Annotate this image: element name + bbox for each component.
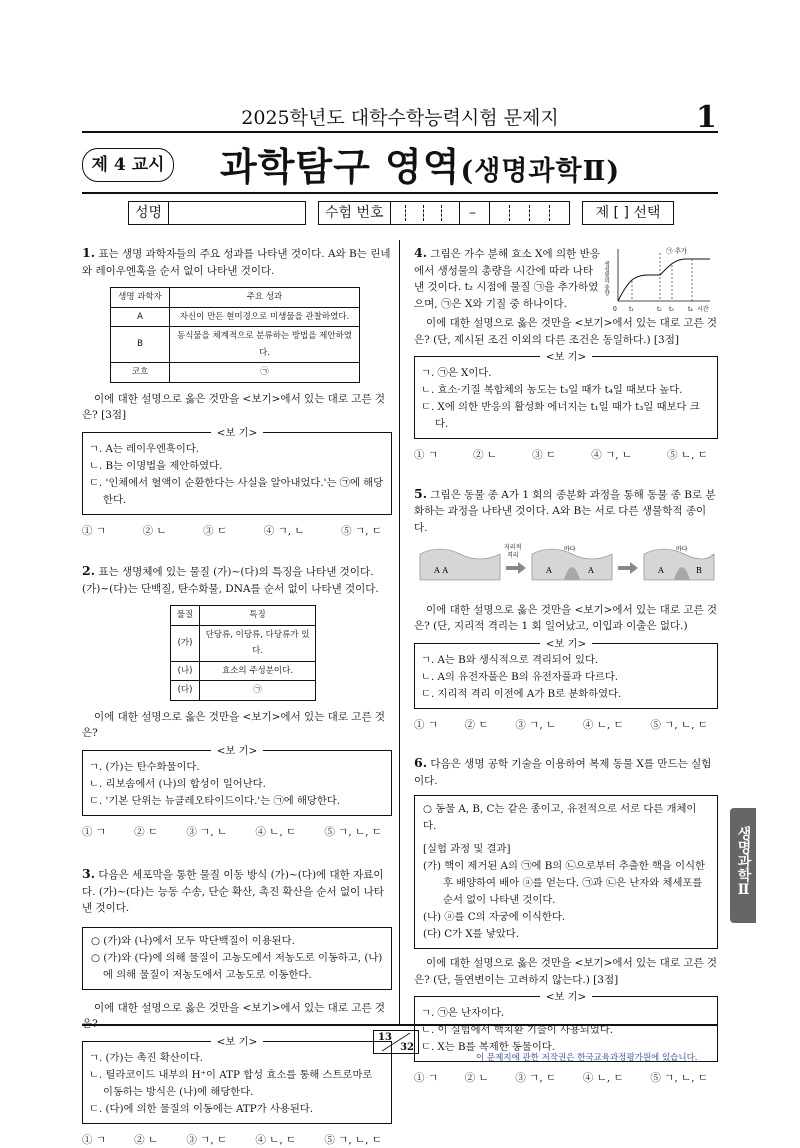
bogi-label: <보 기> [540, 991, 592, 1003]
choice-2[interactable]: ② ㄴ [134, 1132, 158, 1148]
box-title: [실험 과정 및 결과] [423, 841, 709, 858]
subject-sub: (생명과학Ⅱ) [460, 156, 620, 187]
bogi-item: ㄱ. A는 레이우엔훅이다. [89, 441, 385, 458]
tick-label: t₂ [657, 306, 662, 313]
bogi-item: ㄴ. 리보솜에서 (나)의 합성이 일어난다. [89, 776, 385, 793]
q2-stem [82, 563, 392, 597]
q3-number: 3. [82, 866, 95, 881]
selection-box[interactable]: 제 [ ] 선택 [582, 201, 674, 225]
choice-4[interactable]: ④ ㄱ, ㄴ [264, 523, 305, 540]
bogi-item: ㄴ. 틸라코이드 내부의 H⁺이 ATP 합성 효소를 통해 스트로마로 이동하는 방식은 (나)에 해당한다. [89, 1067, 385, 1101]
sea-label-2: 바다 [676, 545, 688, 553]
q5-choices [414, 717, 718, 734]
add-label: ㉠ 추가 [666, 246, 688, 255]
bogi-item: ㄴ. 효소·기질 복합체의 농도는 t₃일 때가 t₄일 때보다 높다. [421, 382, 711, 399]
tick-label: 0 [613, 306, 617, 313]
q3-text: 다음은 세포막을 통한 물질 이동 방식 (가)~(다)에 대한 자료이다. (가)~(다)는 능동 수송, 단순 확산, 촉진 확산을 순서 없이 나타낸 것이다. [82, 869, 384, 914]
choice-3[interactable]: ③ ㄱ, ㄷ [186, 1132, 227, 1148]
bogi-item: ㄷ. '기본 단위는 뉴클레오타이드이다.'는 ㉠에 해당한다. [89, 793, 385, 810]
table-header: 생명 과학자 [111, 288, 170, 308]
table-cell: 효소의 주성분이다. [200, 661, 316, 681]
digit-divider [489, 202, 490, 224]
table-cell: 동식물을 체계적으로 분류하는 방법을 제안하였다. [170, 327, 360, 363]
q1-choices [82, 523, 392, 540]
q2-prompt: 이에 대한 설명으로 옳은 것만을 <보기>에서 있는 대로 고른 것은? [82, 709, 392, 742]
footer-rule [82, 1024, 718, 1026]
bogi-item: ㄱ. ㉠은 난자이다. [421, 1005, 711, 1022]
session-badge: 제 4 교시 [82, 148, 174, 182]
box-step: (가) 핵이 제거된 A의 ㉠에 B의 ㉡으로부터 추출한 핵을 이식한 후 배양하여 배아 ⓐ를 얻는다. ㉠과 ㉡은 난자와 체세포를 순서 없이 나타낸 것이다. [423, 858, 709, 909]
choice-1[interactable]: ① ㄱ [82, 523, 106, 540]
exam-number-box[interactable] [318, 201, 570, 225]
q3-stem [82, 866, 392, 917]
box-step: (나) ⓐ를 C의 자궁에 이식한다. [423, 909, 709, 926]
q4-number: 4. [414, 245, 427, 260]
q5-text: 그림은 동물 종 A가 1 회의 종분화 과정을 통해 동물 종 B로 분화하는 과정을 나타낸 것이다. A와 B는 서로 다른 생물학적 종이다. [414, 489, 716, 534]
table-cell: ㉠ [170, 363, 360, 383]
choice-2[interactable]: ② ㄴ [473, 447, 497, 464]
y-axis-label: 생성물의 총량 [603, 260, 610, 297]
table-row [171, 625, 316, 661]
digit-divider [441, 205, 442, 221]
q5-stem [414, 486, 718, 537]
header-rule [82, 131, 718, 133]
choice-5[interactable]: ⑤ ㄴ, ㄷ [667, 447, 708, 464]
panel3-species-b: B [696, 566, 702, 575]
exam-number-dash: – [469, 202, 476, 224]
table-row [111, 327, 360, 363]
q2-choices [82, 824, 392, 841]
q4-head [414, 245, 718, 315]
panel3-species-a: A [657, 566, 664, 575]
arrow-icon [618, 562, 638, 574]
choice-5[interactable]: ⑤ ㄱ, ㄷ [341, 523, 382, 540]
land-panel-1 [420, 549, 500, 580]
bogi-item: ㄱ. (가)는 탄수화물이다. [89, 759, 385, 776]
q3-choices [82, 1132, 392, 1148]
q6-choices [414, 1070, 718, 1087]
subject-rule [82, 192, 718, 194]
digit-divider [529, 205, 530, 221]
choice-1[interactable]: ① ㄱ [414, 447, 438, 464]
bogi-label: <보 기> [540, 638, 592, 650]
q6-experiment-box [414, 795, 718, 949]
choice-2[interactable]: ② ㄷ [134, 824, 158, 841]
bogi-item: ㄷ. (다)에 의한 물질의 이동에는 ATP가 사용된다. [89, 1101, 385, 1118]
table-header: 물질 [171, 606, 200, 626]
choice-5[interactable]: ⑤ ㄱ, ㄴ, ㄷ [324, 824, 382, 841]
choice-5[interactable]: ⑤ ㄱ, ㄴ, ㄷ [650, 717, 708, 734]
data-item: ○ (가)와 (나)에서 모두 막단백질이 이용된다. [91, 933, 383, 950]
q1-bogi [82, 432, 392, 515]
choice-4[interactable]: ④ ㄴ, ㄷ [583, 1070, 624, 1087]
digit-divider [405, 205, 406, 221]
subject-title [220, 136, 620, 191]
q1-table [110, 287, 360, 383]
choice-5[interactable]: ⑤ ㄱ, ㄴ, ㄷ [324, 1132, 382, 1148]
q6-prompt: 이에 대한 설명으로 옳은 것만을 <보기>에서 있는 대로 고른 것은? (단, 돌연변이는 고려하지 않는다.) [3점] [414, 955, 718, 988]
q3-bogi [82, 1041, 392, 1124]
q4-bogi [414, 356, 718, 439]
q6-number: 6. [414, 755, 427, 770]
table-header: 특징 [200, 606, 316, 626]
table-cell: A [111, 307, 170, 327]
box-intro: ○ 동물 A, B, C는 같은 종이고, 유전적으로 서로 다른 개체이다. [423, 801, 709, 835]
panel2-species-b: A [587, 566, 594, 575]
exam-title: 2025학년도 대학수학능력시험 문제지 [0, 103, 800, 130]
bogi-label: <보 기> [540, 351, 592, 363]
sea-label-1: 바다 [564, 545, 576, 553]
q5-number: 5. [414, 486, 427, 501]
choice-1[interactable]: ① ㄱ [414, 1070, 438, 1087]
bogi-label: <보 기> [211, 1036, 263, 1048]
page-total: 32 [400, 1042, 414, 1053]
bogi-item: ㄱ. (가)는 촉진 확산이다. [89, 1050, 385, 1067]
table-cell: 단당류, 이당류, 다당류가 있다. [200, 625, 316, 661]
bogi-item: ㄷ. 지리적 격리 이전에 A가 B로 분화하였다. [421, 686, 711, 703]
table-row [171, 661, 316, 681]
page-number: 1 [696, 100, 717, 135]
choice-3[interactable]: ③ ㄱ, ㄴ [515, 717, 556, 734]
panel2-species-a: A [545, 566, 552, 575]
bogi-item: ㄴ. B는 이명법을 제안하였다. [89, 458, 385, 475]
choice-4[interactable]: ④ ㄴ, ㄷ [583, 717, 624, 734]
q3-prompt: 이에 대한 설명으로 옳은 것만을 <보기>에서 있는 대로 고른 것은? [82, 1000, 392, 1033]
q4-prompt: 이에 대한 설명으로 옳은 것만을 <보기>에서 있는 대로 고른 것은? (단, 제시된 조건 이외의 다른 조건은 동일하다.) [3점] [414, 315, 718, 348]
digit-divider [459, 202, 460, 224]
table-row [111, 363, 360, 383]
choice-2[interactable]: ② ㄴ [143, 523, 167, 540]
choice-2[interactable]: ② ㄴ [465, 1070, 489, 1087]
table-cell: B [111, 327, 170, 363]
name-box[interactable] [128, 201, 306, 225]
bogi-label: <보 기> [211, 427, 263, 439]
page-indicator [373, 1030, 419, 1054]
table-cell: ㉠ [200, 681, 316, 701]
q5-speciation-diagram [414, 540, 714, 588]
choice-1[interactable]: ① ㄱ [82, 824, 106, 841]
tick-label: t₃ [669, 306, 674, 313]
bogi-item: ㄴ. 이 실험에서 핵치환 기술이 사용되었다. [421, 1022, 711, 1039]
choice-4[interactable]: ④ ㄴ, ㄷ [255, 824, 296, 841]
choice-1[interactable]: ① ㄱ [414, 717, 438, 734]
choice-4[interactable]: ④ ㄴ, ㄷ [255, 1132, 296, 1148]
q5-bogi [414, 643, 718, 709]
data-item: ○ (가)와 (다)에 의해 물질이 고농도에서 저농도로 이동하고, (나)에 의해 물질이 저농도에서 고농도로 이동한다. [91, 950, 383, 984]
copyright-notice: 이 문제지에 관한 저작권은 한국교육과정평가원에 있습니다. [476, 1051, 698, 1063]
table-cell: (가) [171, 625, 200, 661]
q2-text: 표는 생명체에 있는 물질 (가)~(다)의 특징을 나타낸 것이다. (가)~(다)는 단백질, 탄수화물, DNA를 순서 없이 나타낸 것이다. [82, 566, 379, 595]
q4-text: 그림은 가수 분해 효소 X에 의한 반응에서 생성물의 총량을 시간에 따라 나타낸 것이다. t₂ 시점에 물질 ㉠을 추가하였으며, ㉠은 X와 기질 중 하나이다. [414, 248, 600, 310]
choice-3[interactable]: ③ ㄷ [532, 447, 556, 464]
column-divider [399, 240, 400, 1025]
q1-number: 1. [82, 245, 95, 260]
digit-divider [509, 205, 510, 221]
q2-table [170, 605, 316, 701]
right-column [414, 245, 718, 1087]
page-current: 13 [378, 1032, 392, 1043]
x-axis-label: 시간 [697, 305, 709, 313]
q2-bogi [82, 750, 392, 816]
choice-3[interactable]: ③ ㄱ, ㄴ [186, 824, 227, 841]
q3-data-box [82, 927, 392, 990]
name-label: 성명 [129, 202, 169, 224]
choice-2[interactable]: ② ㄷ [465, 717, 489, 734]
q2-number: 2. [82, 563, 95, 578]
table-cell: (나) [171, 661, 200, 681]
panel1-species: A A [433, 566, 448, 575]
side-tab-label: 생명과학Ⅱ [734, 826, 753, 898]
q4-graph [604, 245, 716, 315]
q1-stem [82, 245, 392, 279]
tick-label: t₄ [688, 306, 693, 313]
bogi-item: ㄴ. A의 유전자풀은 B의 유전자풀과 다르다. [421, 669, 711, 686]
table-row [171, 681, 316, 701]
box-step: (다) C가 X를 낳았다. [423, 926, 709, 943]
arrow-icon [506, 562, 526, 574]
left-column [82, 245, 392, 1148]
bogi-item: ㄷ. X에 의한 반응의 활성화 에너지는 t₁일 때가 t₃일 때보다 크다. [421, 399, 711, 433]
bogi-item: ㄱ. A는 B와 생식적으로 격리되어 있다. [421, 652, 711, 669]
exam-number-label: 수험 번호 [319, 202, 391, 224]
table-cell: 자신이 만든 현미경으로 미생물을 관찰하였다. [170, 307, 360, 327]
table-cell: 코흐 [111, 363, 170, 383]
q6-stem [414, 755, 718, 789]
choice-4[interactable]: ④ ㄱ, ㄴ [591, 447, 632, 464]
table-row [111, 307, 360, 327]
choice-3[interactable]: ③ ㄱ, ㄷ [515, 1070, 556, 1087]
choice-3[interactable]: ③ ㄷ [203, 523, 227, 540]
q1-text: 표는 생명 과학자들의 주요 성과를 나타낸 것이다. A와 B는 린네와 레이우엔훅을 순서 없이 나타낸 것이다. [82, 248, 391, 277]
barrier-label: 지리적 [504, 543, 521, 551]
table-header: 주요 성과 [170, 288, 360, 308]
choice-1[interactable]: ① ㄱ [82, 1132, 106, 1148]
bogi-label: <보 기> [211, 745, 263, 757]
subject-side-tab [730, 808, 756, 923]
bogi-item: ㄷ. '인체에서 혈액이 순환한다는 사실을 알아내었다.'는 ㉠에 해당한다. [89, 475, 385, 509]
subject-main: 과학탐구 영역 [220, 144, 460, 189]
choice-5[interactable]: ⑤ ㄱ, ㄴ, ㄷ [650, 1070, 708, 1087]
q5-prompt: 이에 대한 설명으로 옳은 것만을 <보기>에서 있는 대로 고른 것은? (단, 지리적 격리는 1 회 일어났고, 이입과 이출은 없다.) [414, 602, 718, 635]
bogi-item: ㄱ. ㉠은 X이다. [421, 365, 711, 382]
q1-prompt: 이에 대한 설명으로 옳은 것만을 <보기>에서 있는 대로 고른 것은? [3점] [82, 391, 392, 424]
bogi-item: ㄷ. X는 B를 복제한 동물이다. [421, 1039, 711, 1056]
digit-divider [549, 205, 550, 221]
barrier-label-2: 격리 [507, 551, 519, 559]
q4-stem [414, 245, 600, 315]
digit-divider [423, 205, 424, 221]
q6-text: 다음은 생명 공학 기술을 이용하여 복제 동물 X를 만드는 실험이다. [414, 758, 711, 787]
tick-label: t₁ [629, 306, 634, 313]
table-cell: (다) [171, 681, 200, 701]
q4-choices [414, 447, 718, 464]
